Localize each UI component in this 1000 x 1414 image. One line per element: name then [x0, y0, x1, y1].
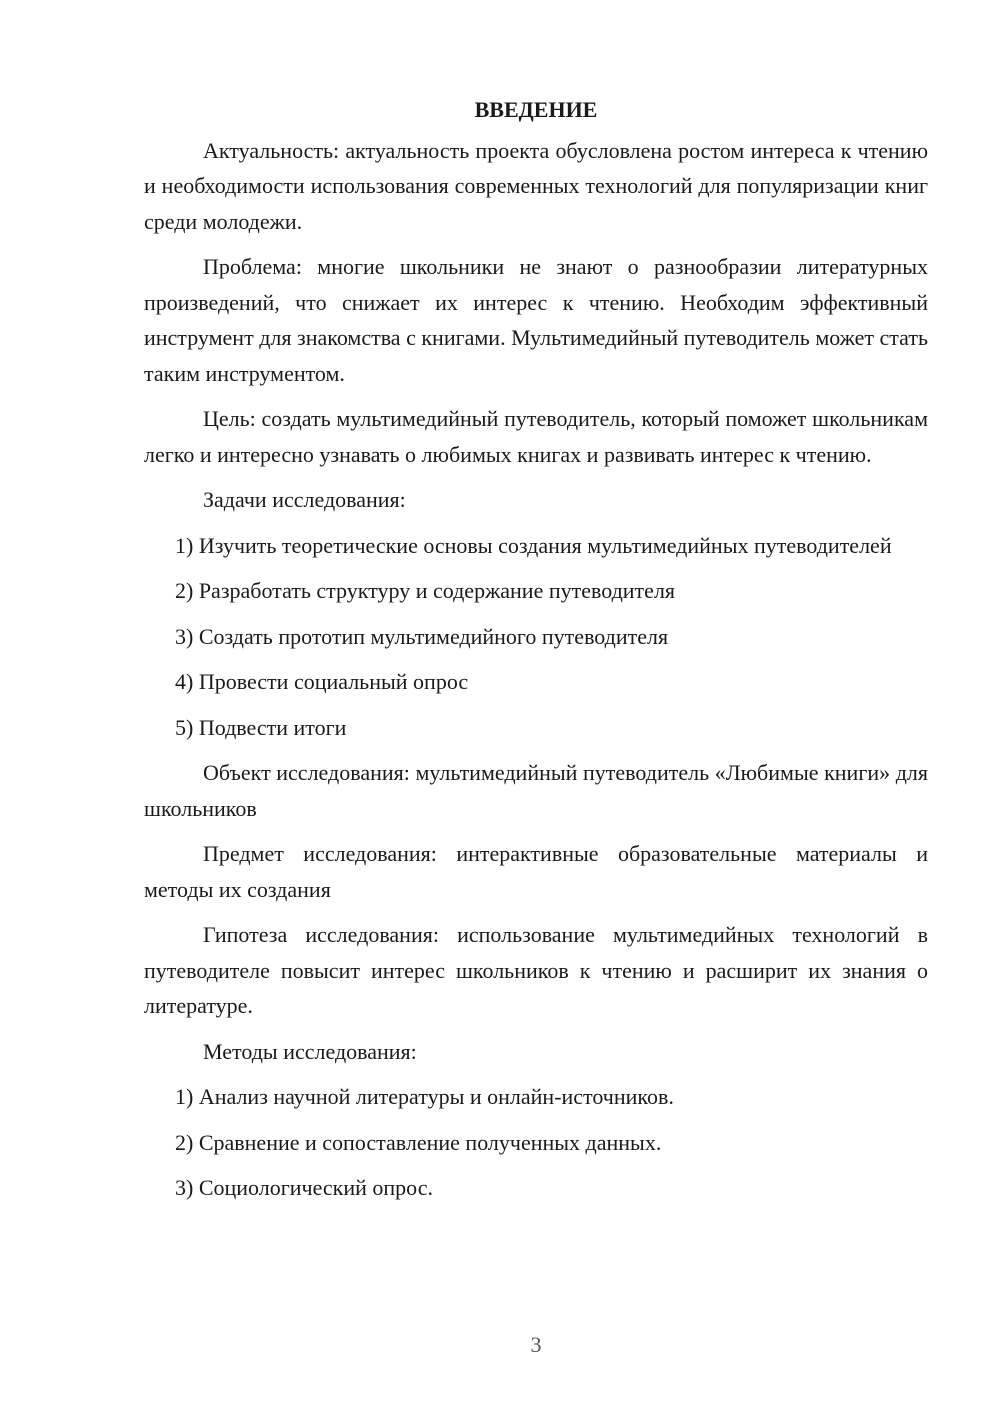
methods-heading: Методы исследования:: [203, 1038, 417, 1064]
problem-paragraph: Проблема: многие школьники не знают о разнообразии литературных произведений, что снижает их интерес к чтению. Необходим эффективный инструмент для знакомства с книгами. Мультимедийный путеводитель может стать таким инструментом.: [144, 254, 928, 386]
method-item: 3) Социологический опрос.: [175, 1175, 433, 1200]
subject-paragraph: Предмет исследования: интерактивные образовательные материалы и методы их создания: [144, 841, 928, 902]
relevance-paragraph: Актуальность: актуальность проекта обусловлена ростом интереса к чтению и необходимости использования современных технологий для популяризации книг среди молодежи.: [144, 137, 928, 234]
object-paragraph: Объект исследования: мультимедийный путеводитель «Любимые книги» для школьников: [144, 760, 928, 821]
method-item: 2) Сравнение и сопоставление полученных данных.: [175, 1129, 662, 1155]
goal-paragraph: Цель: создать мультимедийный путеводитель, который поможет школьникам легко и интересно узнавать о любимых книгах и развивать интерес к чтению.: [144, 406, 928, 467]
hypothesis-paragraph: Гипотеза исследования: использование мультимедийных технологий в путеводителе повысит интерес школьников к чтению и расширит их знания о литературе.: [144, 922, 928, 1018]
method-item: 1) Анализ научной литературы и онлайн-источников.: [175, 1084, 674, 1109]
tasks-heading: Задачи исследования:: [203, 487, 406, 512]
task-item: 1) Изучить теоретические основы создания мультимедийных путеводителей: [175, 532, 892, 558]
section-title: ВВЕДЕНИЕ: [474, 97, 598, 122]
task-item: 2) Разработать структуру и содержание путеводителя: [175, 578, 676, 603]
task-item: 5) Подвести итоги: [175, 714, 347, 740]
task-item: 3) Создать прототип мультимедийного путеводителя: [175, 623, 669, 649]
document-page: [144, 92, 928, 1216]
task-item: 4) Провести социальный опрос: [175, 669, 469, 694]
page-number: 3: [530, 1332, 542, 1357]
